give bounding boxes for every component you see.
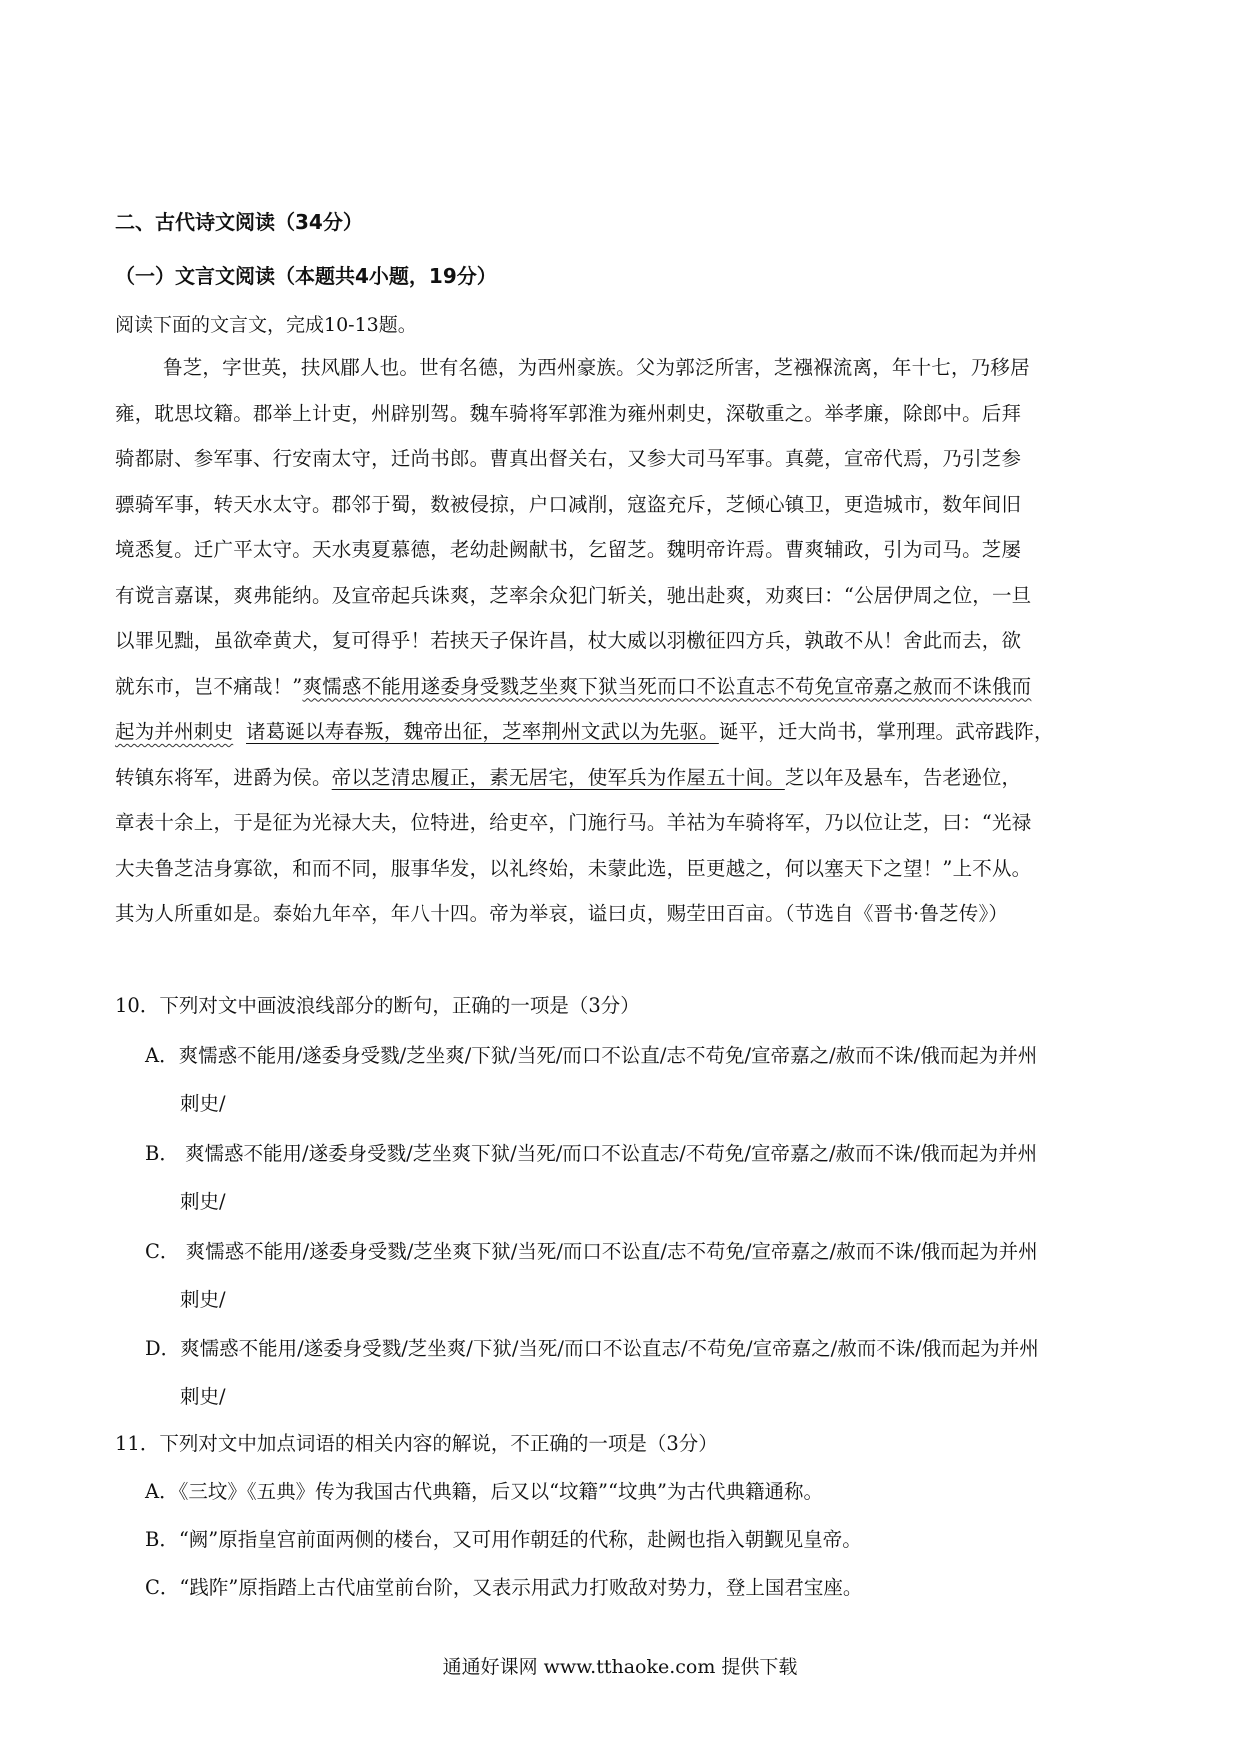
passage-text: 芝以年及悬车，告老逊位， [784, 765, 1022, 789]
wavy-underlined-text: 起为并州刺史 [115, 720, 234, 743]
q11-option-b: B．“阙”原指皇宫前面两侧的楼台，又可用作朝廷的代称，赴阙也指入朝觐见皇帝。 [145, 1528, 862, 1551]
underlined-sentence: 诸葛诞以寿春叛，魏帝出征，芝率荆州文武以为先驱。 [246, 720, 719, 743]
q10-option-a: A．爽懦惑不能用/遂委身受戮/芝坐爽/下狱/当死/而口不讼直/志不苟免/宣帝嘉之/赦而不诛/俄而起为并州 [145, 1044, 1038, 1067]
passage-line [115, 755, 1135, 801]
q10-option-d-cont: 刺史/ [180, 1385, 226, 1408]
passage-line: 以罪见黜，虽欲牵黄犬，复可得乎！若挟天子保许昌，杖大威以羽檄征四方兵，孰敢不从！舍此而去，欲 [115, 629, 1022, 652]
passage-text: 诞平，迁大尚书，掌刑理。武帝践阼， [718, 720, 1054, 743]
question-11-stem: 11．下列对文中加点词语的相关内容的解说，不正确的一项是（3分） [115, 1432, 718, 1455]
passage-line: 雍，耽思坟籍。郡举上计吏，州辟别驾。魏车骑将军郭淮为雍州刺史，深敬重之。举孝廉，除郎中。后拜 [115, 401, 1022, 425]
page-footer: 通通好课网 www.tthaoke.com 提供下载 [442, 1656, 798, 1678]
passage-line: 其为人所重如是。泰始九年卒，年八十四。帝为举哀，谥曰贞，赐茔田百亩。（节选自《晋书·鲁芝传》） [115, 902, 1009, 925]
passage-line: 鲁芝，字世英，扶风郿人也。世有名德，为西州豪族。父为郭泛所害，芝襁褓流离，年十七，乃移居 [163, 356, 1030, 379]
classical-passage [115, 345, 1135, 937]
passage-text: 就东市，岂不痛哉！” [115, 674, 303, 698]
q10-option-b: B． 爽懦惑不能用/遂委身受戮/芝坐爽下狱/当死/而口不讼直志/不苟免/宣帝嘉之/赦而不诛/俄而起为并州 [145, 1142, 1038, 1165]
passage-line: 骑都尉、参军事、行安南太守，迁尚书郎。曹真出督关右，又参大司马军事。真薨，宣帝代焉，乃引芝参 [115, 447, 1022, 470]
passage-text: 转镇东将军，进爵为侯。 [115, 765, 332, 789]
passage-line [115, 664, 1135, 710]
underlined-sentence: 帝以芝清忠履正，素无居宅，使军兵为作屋五十间。 [331, 765, 785, 789]
passage-line: 有谠言嘉谋，爽弗能纳。及宣帝起兵诛爽，芝率余众犯门斩关，驰出赴爽，劝爽曰：“公居伊周之位，一旦 [115, 583, 1032, 607]
passage-line [115, 709, 1135, 755]
q11-option-a: A．《三坟》《五典》传为我国古代典籍，后又以“坟籍”“坟典”为古代典籍通称。 [145, 1480, 823, 1503]
passage-line: 骠骑军事，转天水太守。郡邻于蜀，数被侵掠，户口减削，寇盗充斥，芝倾心镇卫，更造城市，数年间旧 [115, 492, 1022, 516]
subsection-title: （一）文言文阅读（本题共4小题，19分） [115, 264, 497, 288]
section-title: 二、古代诗文阅读（34分） [115, 210, 363, 234]
q10-option-c-cont: 刺史/ [180, 1288, 226, 1311]
instruction-text: 阅读下面的文言文，完成10-13题。 [115, 314, 417, 336]
passage-line: 大夫鲁芝洁身寡欲，和而不同，服事华发，以礼终始，未蒙此选，臣更越之，何以塞天下之望！”上不从。 [115, 856, 1032, 880]
question-10-stem: 10．下列对文中画波浪线部分的断句，正确的一项是（3分） [115, 994, 640, 1017]
q10-option-b-cont: 刺史/ [180, 1190, 226, 1213]
q10-option-a-cont: 刺史/ [180, 1092, 226, 1115]
q11-option-c: C．“践阼”原指踏上古代庙堂前台阶，又表示用武力打败敌对势力，登上国君宝座。 [145, 1576, 863, 1599]
q10-option-d: D．爽懦惑不能用/遂委身受戮/芝坐爽/下狱/当死/而口不讼直志/不苟免/宣帝嘉之/赦而不诛/俄而起为并州 [145, 1337, 1039, 1360]
wavy-underlined-text: 爽懦惑不能用遂委身受戮芝坐爽下狱当死而口不讼直志不苟免宣帝嘉之赦而不诛俄而 [302, 674, 1032, 698]
passage-line: 章表十余上，于是征为光禄大夫，位特进，给吏卒，门施行马。羊祜为车骑将军，乃以位让芝，曰：“光禄 [115, 811, 1032, 834]
q10-option-c: C． 爽懦惑不能用/遂委身受戮/芝坐爽下狱/当死/而口不讼直/志不苟免/宣帝嘉之/赦而不诛/俄而起为并州 [145, 1240, 1038, 1263]
passage-line: 境悉复。迁广平太守。天水夷夏慕德，老幼赴阙献书，乞留芝。魏明帝许焉。曹爽辅政，引为司马。芝屡 [115, 538, 1022, 561]
